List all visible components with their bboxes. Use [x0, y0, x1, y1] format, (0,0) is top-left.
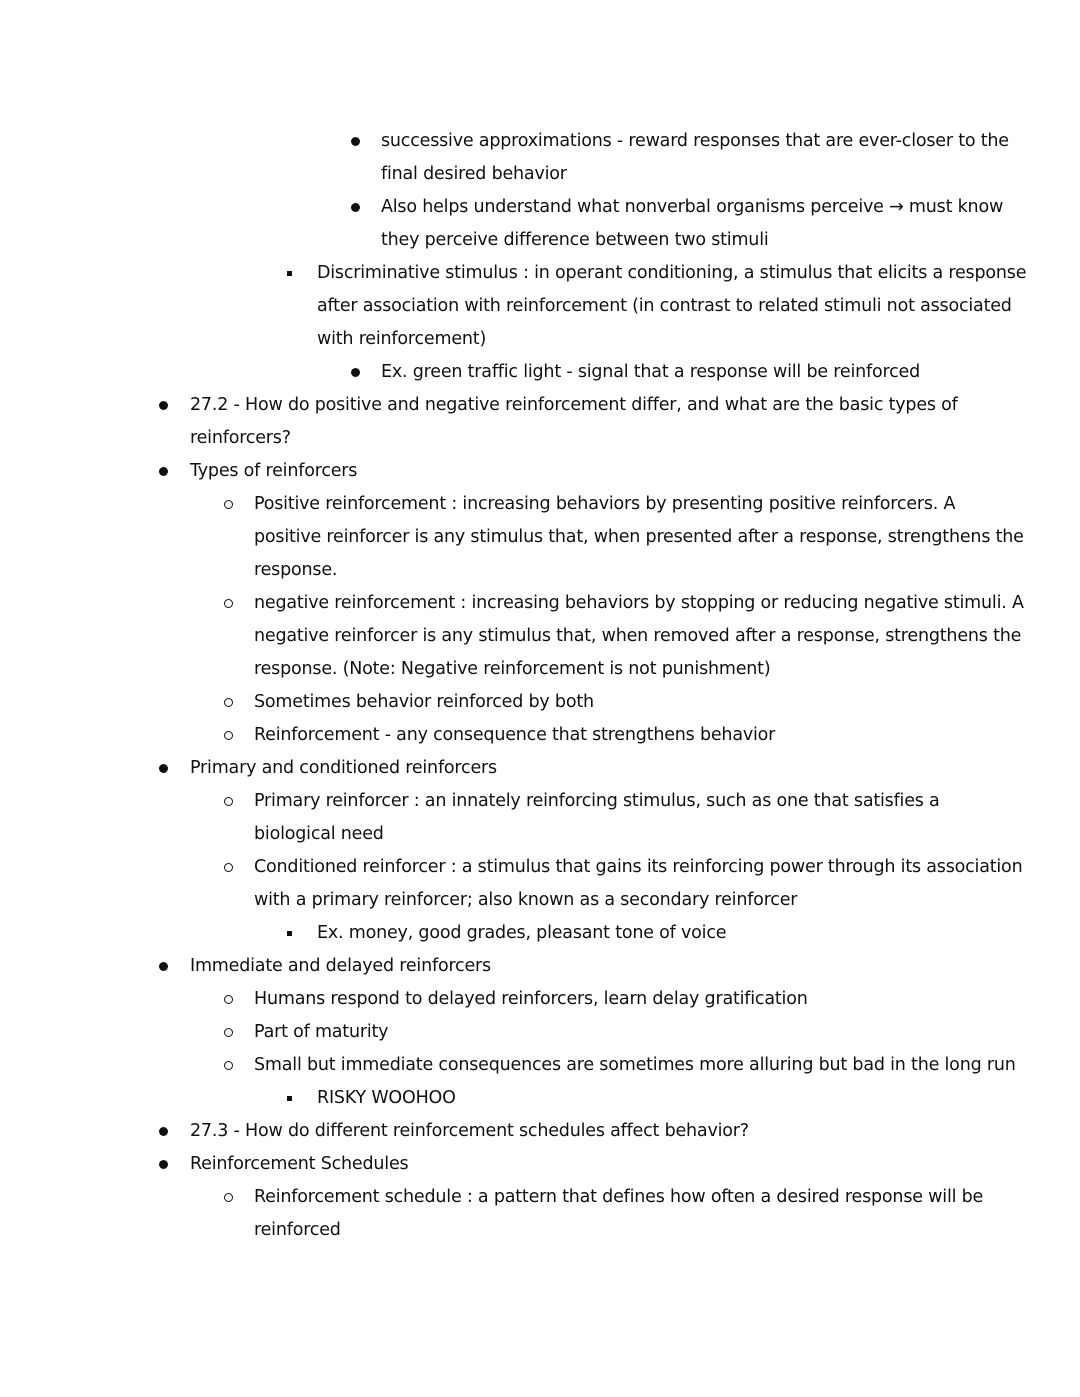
- list-item: [0, 257, 1080, 290]
- hollow-bullet-icon: [224, 995, 233, 1004]
- list-item-text: Positive reinforcement : increasing behaviors by presenting positive reinforcers. A: [254, 494, 956, 514]
- hollow-bullet-icon: [224, 1061, 233, 1070]
- list-item-continuation: [0, 818, 1080, 851]
- list-item-text: Ex. green traffic light - signal that a response will be reinforced: [381, 362, 920, 382]
- hollow-bullet-icon: [224, 698, 233, 707]
- list-item-continuation: [0, 290, 1080, 323]
- filled-bullet-icon: [159, 962, 168, 971]
- list-item: [0, 1181, 1080, 1214]
- list-item: [0, 719, 1080, 752]
- hollow-bullet-icon: [224, 599, 233, 608]
- list-item-continuation: [0, 158, 1080, 191]
- list-item: [0, 191, 1080, 224]
- list-item: [0, 455, 1080, 488]
- list-item-text: response.: [254, 560, 338, 580]
- list-item-text: with reinforcement): [317, 329, 487, 349]
- list-item: [0, 983, 1080, 1016]
- hollow-bullet-icon: [224, 1028, 233, 1037]
- list-item-text: Discriminative stimulus : in operant conditioning, a stimulus that elicits a response: [317, 263, 1027, 283]
- list-item-text: final desired behavior: [381, 164, 567, 184]
- square-bullet-icon: [287, 931, 292, 936]
- list-item-text: 27.3 - How do different reinforcement schedules affect behavior?: [190, 1121, 749, 1141]
- hollow-bullet-icon: [224, 863, 233, 872]
- list-item: [0, 125, 1080, 158]
- square-bullet-icon: [287, 271, 292, 276]
- list-item: [0, 1016, 1080, 1049]
- list-item-text: negative reinforcer is any stimulus that, when removed after a response, strengthens the: [254, 626, 1022, 646]
- list-item-continuation: [0, 884, 1080, 917]
- list-item: [0, 1115, 1080, 1148]
- list-item-text: Primary and conditioned reinforcers: [190, 758, 497, 778]
- list-item-continuation: [0, 521, 1080, 554]
- list-item: [0, 950, 1080, 983]
- list-item-text: after association with reinforcement (in contrast to related stimuli not associated: [317, 296, 1012, 316]
- filled-bullet-icon: [159, 401, 168, 410]
- filled-bullet-icon: [159, 1127, 168, 1136]
- list-item-text: with a primary reinforcer; also known as a secondary reinforcer: [254, 890, 798, 910]
- list-item-text: Part of maturity: [254, 1022, 389, 1042]
- list-item-continuation: [0, 224, 1080, 257]
- list-item-text: Reinforcement - any consequence that strengthens behavior: [254, 725, 776, 745]
- list-item-text: 27.2 - How do positive and negative reinforcement differ, and what are the basic types of: [190, 395, 958, 415]
- list-item: [0, 587, 1080, 620]
- list-item-text: positive reinforcer is any stimulus that, when presented after a response, strengthens the: [254, 527, 1024, 547]
- hollow-bullet-icon: [224, 797, 233, 806]
- list-item-text: reinforcers?: [190, 428, 291, 448]
- list-item-text: Humans respond to delayed reinforcers, learn delay gratification: [254, 989, 808, 1009]
- list-item: [0, 356, 1080, 389]
- list-item-text: reinforced: [254, 1220, 341, 1240]
- list-item: [0, 686, 1080, 719]
- filled-bullet-icon: [159, 764, 168, 773]
- list-item: [0, 1082, 1080, 1115]
- list-item-text: Types of reinforcers: [190, 461, 358, 481]
- list-item-text: Also helps understand what nonverbal organisms perceive → must know: [381, 197, 1004, 217]
- list-item: [0, 785, 1080, 818]
- list-item: [0, 752, 1080, 785]
- list-item-text: they perceive difference between two stimuli: [381, 230, 769, 250]
- filled-bullet-icon: [351, 137, 360, 146]
- list-item-text: Immediate and delayed reinforcers: [190, 956, 491, 976]
- list-item-text: biological need: [254, 824, 384, 844]
- list-item: [0, 851, 1080, 884]
- list-item-text: response. (Note: Negative reinforcement is not punishment): [254, 659, 771, 679]
- list-item-text: Sometimes behavior reinforced by both: [254, 692, 594, 712]
- list-item: [0, 389, 1080, 422]
- filled-bullet-icon: [351, 368, 360, 377]
- list-item-continuation: [0, 1214, 1080, 1247]
- list-item-text: Small but immediate consequences are sometimes more alluring but bad in the long run: [254, 1055, 1016, 1075]
- list-item-continuation: [0, 323, 1080, 356]
- list-item-continuation: [0, 653, 1080, 686]
- list-item-continuation: [0, 620, 1080, 653]
- list-item: [0, 917, 1080, 950]
- filled-bullet-icon: [159, 1160, 168, 1169]
- list-item-text: RISKY WOOHOO: [317, 1088, 456, 1108]
- filled-bullet-icon: [351, 203, 360, 212]
- list-item: [0, 488, 1080, 521]
- list-item-text: Ex. money, good grades, pleasant tone of voice: [317, 923, 727, 943]
- square-bullet-icon: [287, 1096, 292, 1101]
- list-item-continuation: [0, 554, 1080, 587]
- hollow-bullet-icon: [224, 1193, 233, 1202]
- list-item: [0, 1049, 1080, 1082]
- hollow-bullet-icon: [224, 731, 233, 740]
- list-item: [0, 1148, 1080, 1181]
- list-item-text: Reinforcement Schedules: [190, 1154, 409, 1174]
- filled-bullet-icon: [159, 467, 168, 476]
- notes-page: [0, 125, 1080, 1247]
- hollow-bullet-icon: [224, 500, 233, 509]
- list-item-text: Reinforcement schedule : a pattern that defines how often a desired response will be: [254, 1187, 984, 1207]
- list-item-text: negative reinforcement : increasing behaviors by stopping or reducing negative stimuli. A: [254, 593, 1024, 613]
- list-item-text: Conditioned reinforcer : a stimulus that gains its reinforcing power through its association: [254, 857, 1023, 877]
- list-item-continuation: [0, 422, 1080, 455]
- list-item-text: successive approximations - reward responses that are ever-closer to the: [381, 131, 1009, 151]
- list-item-text: Primary reinforcer : an innately reinforcing stimulus, such as one that satisfies a: [254, 791, 940, 811]
